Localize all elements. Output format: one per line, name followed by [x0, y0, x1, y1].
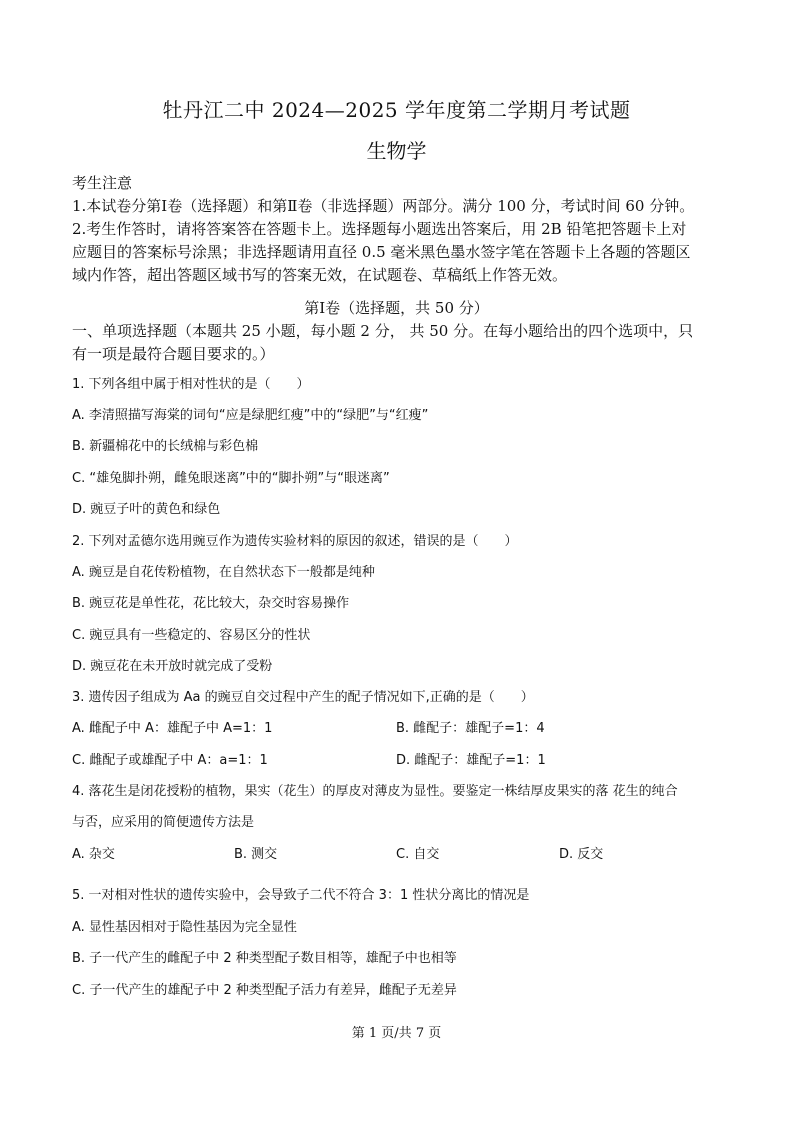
question-4-stem-line-1: 4. 落花生是闭花授粉的植物，果实（花生）的厚皮对薄皮为显性。要鉴定一株结厚皮果实的落 花生的纯合	[72, 784, 678, 799]
notice-line: 域内作答，超出答题区域书写的答案无效，在试题卷、草稿纸上作答无效。	[72, 266, 568, 284]
part-intro	[72, 320, 732, 366]
notice-line: 应题目的答案标号涂黑；非选择题请用直径 0.5 毫米黑色墨水签字笔在答题卡上各题的答题区	[72, 243, 691, 261]
question-3-option-d: D. 雌配子：雄配子=1：1	[396, 753, 546, 768]
question-1-stem: 1. 下列各组中属于相对性状的是（ ）	[72, 377, 310, 392]
question-4-option-d: D. 反交	[559, 847, 604, 862]
candidate-notice	[72, 172, 732, 287]
question-1-option-d: D. 豌豆子叶的黄色和绿色	[72, 502, 221, 517]
question-2-option-b: B. 豌豆花是单性花，花比较大，杂交时容易操作	[72, 596, 350, 611]
subject-title: 生物学	[366, 139, 427, 163]
part-intro-line: 一、单项选择题（本题共 25 小题，每小题 2 分， 共 50 分。在每小题给出的四个选项中，只	[72, 322, 694, 340]
question-5-option-b: B. 子一代产生的雌配子中 2 种类型配子数目相等，雄配子中也相等	[72, 951, 457, 966]
question-2-stem: 2. 下列对孟德尔选用豌豆作为遗传实验材料的原因的叙述，错误的是（ ）	[72, 534, 518, 549]
notice-heading: 考生注意	[72, 174, 133, 192]
question-3-option-a: A. 雌配子中 A：雄配子中 A=1：1	[72, 721, 273, 736]
question-1-option-c: C. “雄兔脚扑朔，雌兔眼迷离”中的“脚扑朔”与“眼迷离”	[72, 471, 390, 486]
question-2-option-d: D. 豌豆花在未开放时就完成了受粉	[72, 659, 273, 674]
question-1-option-b: B. 新疆棉花中的长绒棉与彩色棉	[72, 439, 259, 454]
notice-line: 2.考生作答时，请将答案答在答题卡上。选择题每小题选出答案后，用 2B 铅笔把答题卡上对	[72, 220, 687, 238]
question-3-option-c: C. 雌配子或雄配子中 A：a=1：1	[72, 753, 268, 768]
part-intro-line: 有一项是最符合题目要求的。）	[72, 345, 275, 363]
question-3-option-b: B. 雌配子：雄配子=1：4	[396, 721, 545, 736]
question-4-stem-line-2: 与否，应采用的简便遗传方法是	[72, 815, 255, 830]
page-number: 第 1 页/共 7 页	[351, 1026, 442, 1041]
question-5-option-a: A. 显性基因相对于隐性基因为完全显性	[72, 920, 297, 935]
question-4-option-a: A. 杂交	[72, 847, 115, 862]
question-4-option-c: C. 自交	[396, 847, 440, 862]
question-2-option-a: A. 豌豆是自花传粉植物，在自然状态下一般都是纯种	[72, 565, 375, 580]
question-2-option-c: C. 豌豆具有一些稳定的、容易区分的性状	[72, 628, 311, 643]
exam-title: 牡丹江二中 2024—2025 学年度第二学期月考试题	[162, 98, 631, 122]
question-4-option-b: B. 测交	[234, 847, 278, 862]
section-heading: 第Ⅰ卷（选择题，共 50 分）	[304, 299, 489, 317]
question-3-stem: 3. 遗传因子组成为 Aa 的豌豆自交过程中产生的配子情况如下,正确的是（ ）	[72, 690, 534, 705]
notice-line: 1.本试卷分第Ⅰ卷（选择题）和第Ⅱ卷（非选择题）两部分。满分 100 分，考试时间 60 分钟。	[72, 197, 695, 215]
question-5-option-c: C. 子一代产生的雄配子中 2 种类型配子活力有差异，雌配子无差异	[72, 983, 457, 998]
question-5-stem: 5. 一对相对性状的遗传实验中，会导致子二代不符合 3：1 性状分离比的情况是	[72, 888, 530, 903]
question-1-option-a: A. 李清照描写海棠的词句“应是绿肥红瘦”中的“绿肥”与“红瘦”	[72, 408, 429, 423]
